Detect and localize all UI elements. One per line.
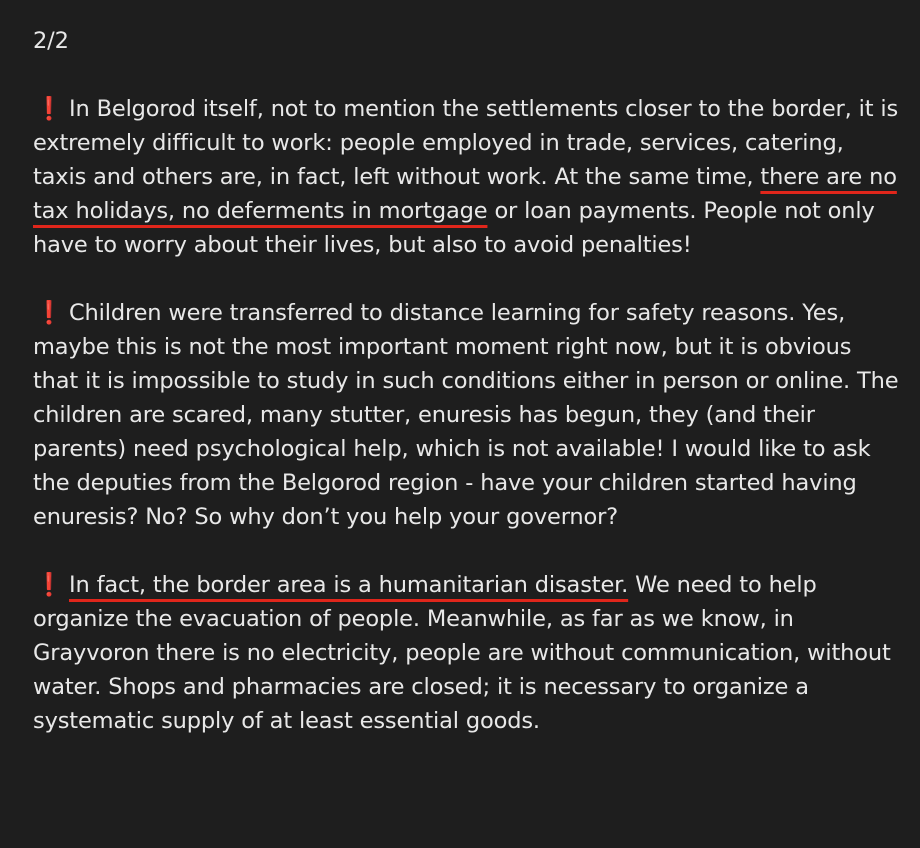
paragraph-text: Children were transferred to distance learning for safety reasons. Yes, maybe this is not the most important moment right now, but it is obvious that it is impossible to study in such conditions either in person or online. The children are scared, many stutter, enuresis has begun, they (and their parents) need psychological help, which is not available! I would like to ask the deputies from the Belgorod region - have your children started having enuresis? No? So why don’t you help your governor? <box>33 300 899 530</box>
paragraph-work-situation <box>33 92 903 262</box>
exclamation-icon: ❗ <box>35 572 63 598</box>
paragraph-text: In Belgorod itself, not to mention the settlements closer to the border, it is extremely difficult to work: people employed in trade, services, catering, taxis and others are, in fact, left without work. At the same time, <box>33 96 899 190</box>
highlight-text: In fact, the border area is a humanitarian disaster. <box>69 572 629 598</box>
document-body <box>33 24 903 738</box>
exclamation-icon: ❗ <box>35 96 63 122</box>
exclamation-icon: ❗ <box>35 300 63 326</box>
paragraph-text: We need to help organize the evacuation of people. Meanwhile, as far as we know, in Grayvoron there is no electricity, people are without communication, without water. Shops and pharmacies are closed; it is necessary to organize a systematic supply of at least essential goods. <box>33 572 891 734</box>
paragraph-humanitarian <box>33 568 903 738</box>
page-counter: 2/2 <box>33 28 69 54</box>
paragraph-text: or loan payments. People not only have to worry about their lives, but also to avoid penalties! <box>33 198 875 258</box>
underlined-highlight: there are no tax holidays, no deferments in mortgage <box>33 164 897 224</box>
underlined-highlight <box>33 572 628 598</box>
paragraph-children <box>33 296 903 534</box>
